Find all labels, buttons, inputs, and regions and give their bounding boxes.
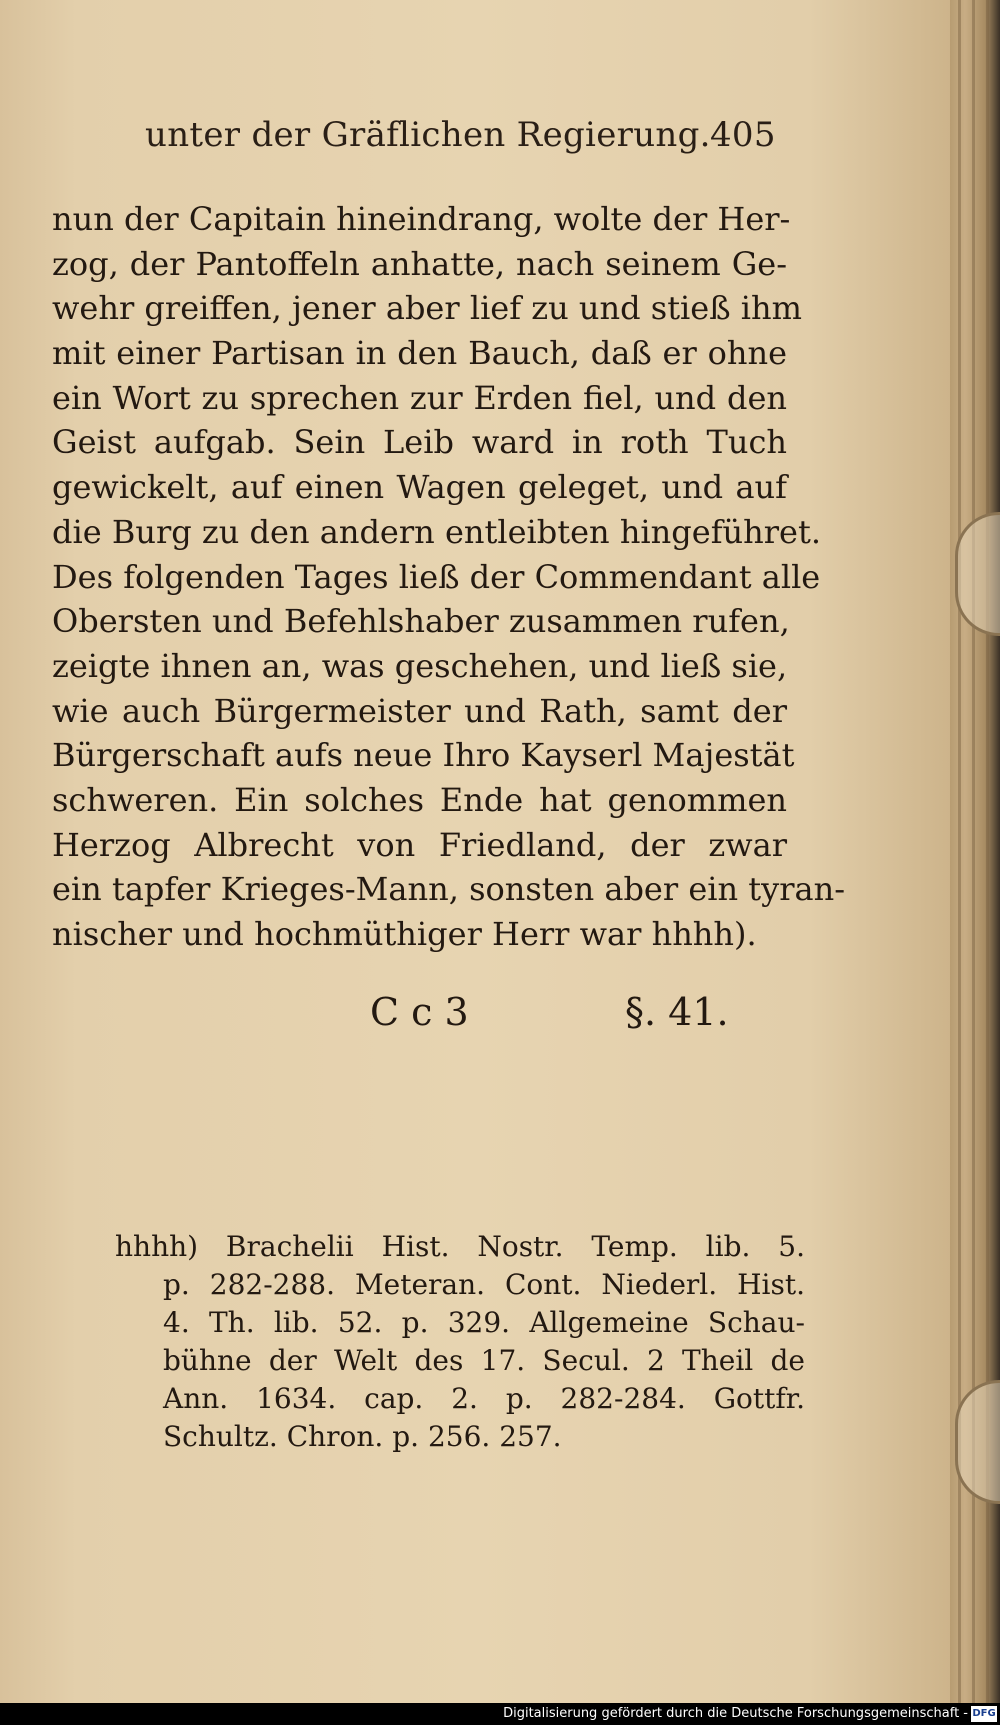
text-line: Des folgenden Tages ließ der Commendant alle: [52, 557, 821, 596]
text-line: zog, der Pantoffeln anhatte, nach seinem Ge-: [52, 244, 787, 283]
text-line: nischer und hochmüthiger Herr war hhhh).: [52, 915, 757, 953]
footnote-line: p. 282-288. Meteran. Cont. Niederl. Hist.: [163, 1268, 805, 1301]
text-line: ein tapfer Krieges-Mann, sonsten aber ein tyran-: [52, 870, 846, 909]
dfg-logo-icon: DFG: [971, 1706, 997, 1722]
footnote-line: 4. Th. lib. 52. p. 329. Allgemeine Schau-: [163, 1306, 805, 1339]
catchword: §. 41.: [625, 990, 729, 1034]
credit-text: Digitalisierung gefördert durch die Deutsche Forschungsgemeinschaft -: [503, 1706, 968, 1721]
text-line: ein Wort zu sprechen zur Erden fiel, und den: [52, 378, 787, 417]
body-text: [52, 197, 846, 957]
footnote: [115, 1228, 805, 1456]
text-line: wehr greiffen, jener aber lief zu und stieß ihm: [52, 289, 802, 328]
text-line: Obersten und Befehlshaber zusammen rufen,: [52, 602, 790, 641]
text-line: Herzog Albrecht von Friedland, der zwar: [52, 825, 787, 864]
credit-bar: [0, 1703, 1000, 1725]
footnote-line: bühne der Welt des 17. Secul. 2 Theil de: [163, 1344, 805, 1377]
signature-mark: C c 3: [370, 990, 469, 1034]
page-number: 405: [710, 115, 776, 155]
text-line: gewickelt, auf einen Wagen geleget, und auf: [52, 468, 787, 507]
footnote-line: hhhh) Brachelii Hist. Nostr. Temp. lib. 5.: [115, 1230, 805, 1263]
text-line: wie auch Bürgermeister und Rath, samt der: [52, 691, 787, 730]
footnote-line: Ann. 1634. cap. 2. p. 282-284. Gottfr.: [163, 1382, 805, 1415]
running-head: unter der Gräflichen Regierung.: [145, 115, 711, 155]
text-line: schweren. Ein solches Ende hat genommen: [52, 780, 787, 819]
text-line: mit einer Partisan in den Bauch, daß er ohne: [52, 334, 787, 373]
text-line: Geist aufgab. Sein Leib ward in roth Tuch: [52, 423, 787, 462]
text-line: Bürgerschaft aufs neue Ihro Kayserl Majestät: [52, 736, 795, 775]
text-line: die Burg zu den andern entleibten hingeführet.: [52, 512, 822, 551]
text-line: zeigte ihnen an, was geschehen, und ließ sie,: [52, 646, 788, 685]
text-line: nun der Capitain hineindrang, wolte der Her-: [52, 200, 791, 238]
footnote-line: Schultz. Chron. p. 256. 257.: [163, 1420, 562, 1453]
